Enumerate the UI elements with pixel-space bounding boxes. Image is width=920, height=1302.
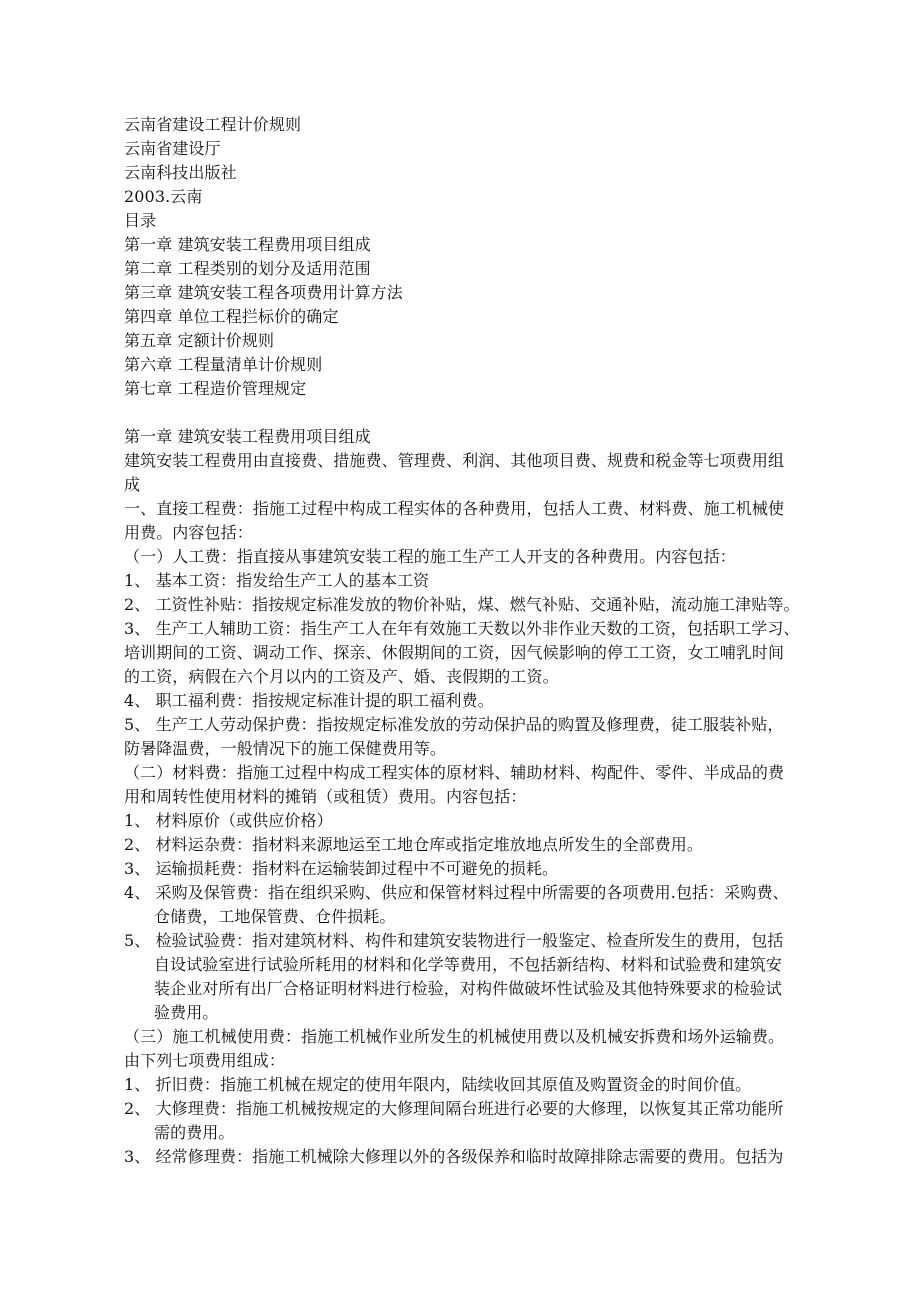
text-line: （二）材料费：指施工过程中构成工程实体的原材料、辅助材料、构配件、零件、半成品的费 <box>124 763 785 782</box>
text-line: 需的费用。 <box>154 1123 235 1142</box>
text-line: 一、直接工程费：指施工过程中构成工程实体的各种费用，包括人工费、材料费、施工机械使 <box>124 499 785 518</box>
text-line: 3、 生产工人辅助工资：指生产工人在年有效施工天数以外非作业天数的工资，包括职工学习、 <box>124 619 800 638</box>
text-line: 的工资，病假在六个月以内的工资及产、婚、丧假期的工资。 <box>124 667 559 686</box>
text-line: 第四章 单位工程拦标价的确定 <box>124 307 339 326</box>
text-line: 验费用。 <box>154 1003 219 1022</box>
document-body <box>124 113 814 1169</box>
text-line: 4、 采购及保管费：指在组织采购、供应和保管材料过程中所需要的各项费用.包括：采购费、 <box>124 883 789 902</box>
text-line: 云南省建设厅 <box>124 139 221 158</box>
text-line: 5、 生产工人劳动保护费：指按规定标准发放的劳动保护品的购置及修理费，徒工服装补贴， <box>124 715 784 734</box>
text-line: 由下列七项费用组成： <box>124 1051 286 1070</box>
text-line: 建筑安装工程费用由直接费、措施费、管理费、利润、其他项目费、规费和税金等七项费用组 <box>124 451 785 470</box>
text-line: 1、 基本工资：指发给生产工人的基本工资 <box>124 571 430 590</box>
text-line: 云南省建设工程计价规则 <box>124 115 302 134</box>
text-line: 防暑降温费，一般情况下的施工保健费用等。 <box>124 739 447 758</box>
text-line: 4、 职工福利费：指按规定标准计提的职工福利费。 <box>124 691 494 710</box>
text-line: 1、 折旧费：指施工机械在规定的使用年限内，陆续收回其原值及购置资金的时间价值。 <box>124 1075 752 1094</box>
text-line: 1、 材料原价（或供应价格） <box>124 811 333 830</box>
text-line: 第一章 建筑安装工程费用项目组成 <box>124 235 371 254</box>
text-line: 自设试验室进行试验所耗用的材料和化学等费用，不包括新结构、材料和试验费和建筑安 <box>154 955 782 974</box>
text-line: 第一章 建筑安装工程费用项目组成 <box>124 427 371 446</box>
text-line: 培训期间的工资、调动工作、探亲、休假期间的工资，因气候影响的停工工资，女工哺乳时间 <box>124 643 785 662</box>
text-line: 第五章 定额计价规则 <box>124 331 275 350</box>
text-line: 第七章 工程造价管理规定 <box>124 379 307 398</box>
text-line: 用费。内容包括： <box>124 523 253 542</box>
text-line: 3、 经常修理费：指施工机械除大修理以外的各级保养和临时故障排除志需要的费用。包括为 <box>124 1147 784 1166</box>
text-line: 第六章 工程量清单计价规则 <box>124 355 323 374</box>
text-line: （一）人工费：指直接从事建筑安装工程的施工生产工人开支的各种费用。内容包括： <box>124 547 736 566</box>
text-line: 3、 运输损耗费：指材料在运输装卸过程中不可避免的损耗。 <box>124 859 559 878</box>
blank-line <box>124 401 814 425</box>
text-line: （三）施工机械使用费：指施工机械作业所发生的机械使用费以及机械安拆费和场外运输费。 <box>124 1027 785 1046</box>
text-line: 装企业对所有出厂合格证明材料进行检验，对构件做破坏性试验及其他特殊要求的检验试 <box>154 979 782 998</box>
text-line: 用和周转性使用材料的摊销（或租赁）费用。内容包括： <box>124 787 527 806</box>
text-line: 第三章 建筑安装工程各项费用计算方法 <box>124 283 403 302</box>
text-line: 5、 检验试验费：指对建筑材料、构件和建筑安装物进行一般鉴定、检查所发生的费用，包括 <box>124 931 784 950</box>
text-line: 云南科技出版社 <box>124 163 237 182</box>
text-line: 仓储费，工地保管费、仓件损耗。 <box>154 907 396 926</box>
text-line: 2003.云南 <box>124 187 203 206</box>
text-line: 第二章 工程类别的划分及适用范围 <box>124 259 371 278</box>
text-line: 2、 工资性补贴：指按规定标准发放的物价补贴，煤、燃气补贴、交通补贴，流动施工津贴等。 <box>124 595 800 614</box>
text-line: 2、 大修理费：指施工机械按规定的大修理间隔台班进行必要的大修理，以恢复其正常功能所 <box>124 1099 784 1118</box>
text-line: 2、 材料运杂费：指材料来源地运至工地仓库或指定堆放地点所发生的全部费用。 <box>124 835 703 854</box>
text-line: 成 <box>124 475 141 494</box>
text-line: 目录 <box>124 211 157 230</box>
